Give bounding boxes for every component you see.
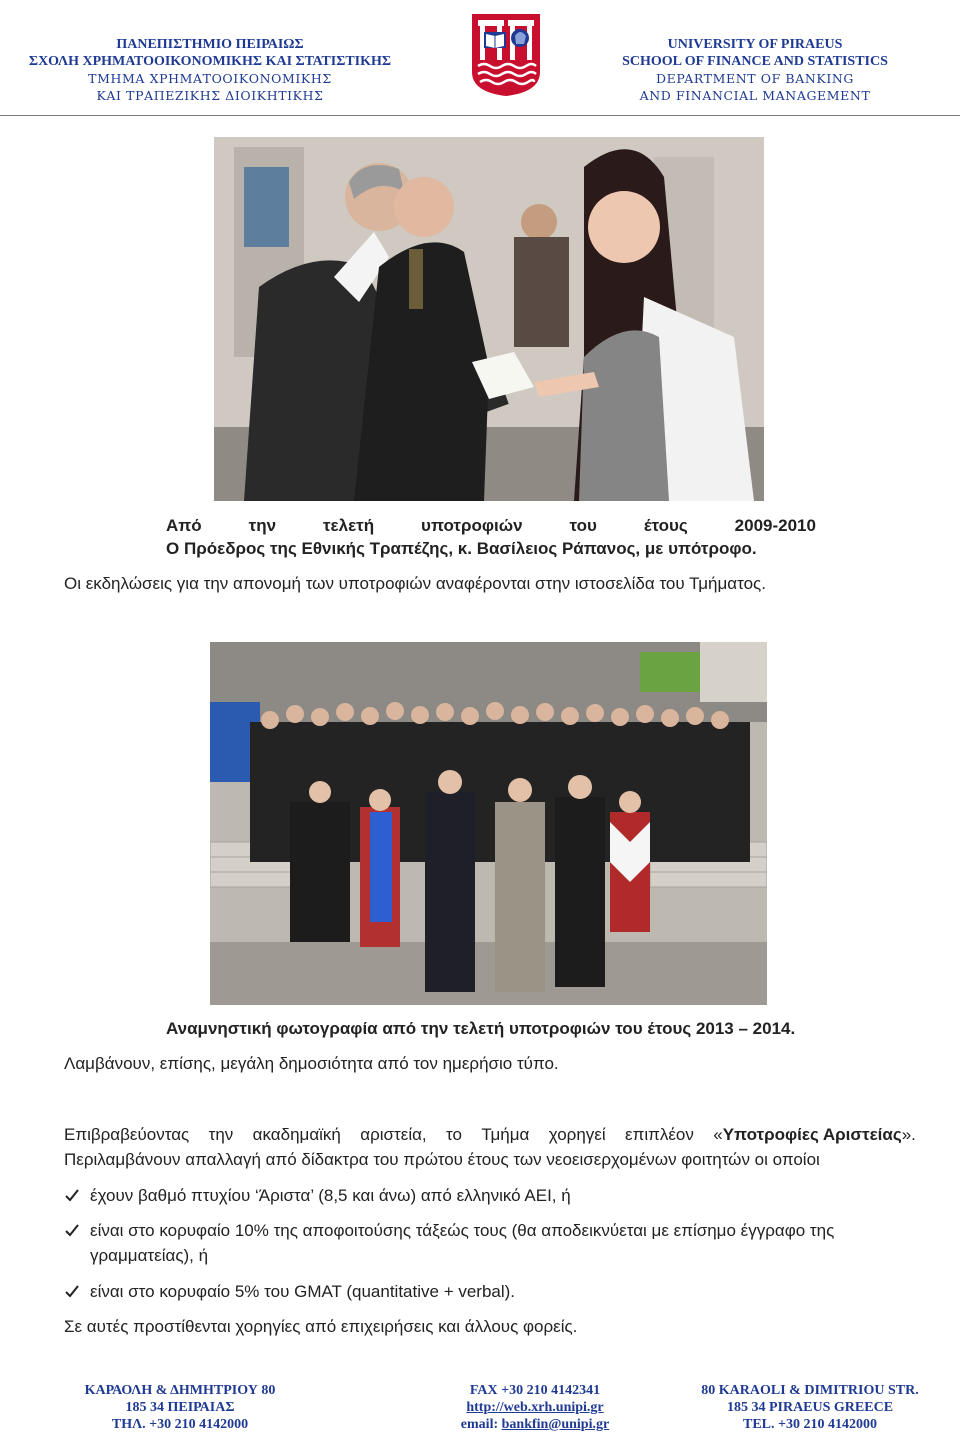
- department-name-en-1: DEPARTMENT OF BANKING: [656, 71, 854, 86]
- excellence-scholarships-label: Υποτροφίες Αριστείας: [722, 1125, 902, 1144]
- caption1-year: 2009-2010: [734, 516, 816, 535]
- caption1-word: του: [569, 516, 597, 535]
- department-name-en-2: AND FINANCIAL MANAGEMENT: [639, 88, 871, 103]
- school-name-en: SCHOOL OF FINANCE AND STATISTICS: [622, 54, 888, 69]
- para2-word: Τμήμα: [481, 1125, 530, 1144]
- header-left-block: [20, 36, 400, 104]
- bullet-top10-cont: γραμματείας), ή: [90, 1246, 209, 1265]
- footer-email-link[interactable]: bankfin@unipi.gr: [501, 1417, 610, 1432]
- department-name-gr-1: ΤΜΗΜΑ ΧΡΗΜΑΤΟΟΙΚΟΝΟΜΙΚΗΣ: [88, 71, 332, 86]
- checkmark-icon: [64, 1283, 80, 1299]
- footer-street-en: 80 KARAOLI & DIMITRIOU STR.: [701, 1383, 919, 1398]
- para2-line2: Περιλαμβάνουν απαλλαγή από δίδακτρα του πρώτου έτους των νεοεισερχομένων φοιτητών οι οποίοι: [64, 1150, 820, 1169]
- caption1-word: υποτροφιών: [421, 516, 523, 535]
- para2-word: το: [446, 1125, 462, 1144]
- caption1-word: Από: [166, 516, 202, 535]
- paragraph-sponsorships: Σε αυτές προστίθενται χορηγίες από επιχειρήσεις και άλλους φορείς.: [64, 1317, 578, 1336]
- footer-fax: FAX +30 210 4142341: [469, 1383, 601, 1398]
- footer-phone-en: TEL. +30 210 4142000: [743, 1417, 877, 1432]
- para2-line1: [64, 1124, 916, 1146]
- para2-word: ακαδημαϊκή: [252, 1125, 341, 1144]
- footer-email-line: email: bankfin@unipi.gr: [460, 1417, 610, 1432]
- para2-word: επιπλέον: [625, 1125, 694, 1144]
- footer-address-en: [690, 1382, 930, 1433]
- header-right-block: [600, 36, 910, 104]
- header-divider: [0, 115, 960, 116]
- caption1-line1: [166, 515, 816, 537]
- caption1-line2: Ο Πρόεδρος της Εθνικής Τραπέζης, κ. Βασίλειος Ράπανος, με υπότροφο.: [166, 539, 757, 558]
- bullet-gmat: είναι στο κορυφαίο 5% του GMAT (quantitative + verbal).: [90, 1282, 516, 1301]
- group-photo: [210, 642, 767, 1005]
- award-ceremony-photo: [214, 137, 764, 501]
- footer-city-gr: 185 34 ΠΕΙΡΑΙΑΣ: [125, 1400, 235, 1415]
- school-name-gr: ΣΧΟΛΗ ΧΡΗΜΑΤΟΟΙΚΟΝΟΜΙΚΗΣ ΚΑΙ ΣΤΑΤΙΣΤΙΚΗΣ: [28, 54, 392, 69]
- footer-phone-gr: ΤΗΛ. +30 210 4142000: [111, 1417, 249, 1432]
- caption2-line1: Αναμνηστική φωτογραφία από την τελετή υποτροφιών του έτους 2013 – 2014.: [166, 1019, 796, 1038]
- university-crest-icon: [470, 12, 542, 98]
- footer-address-gr: [60, 1382, 300, 1433]
- bullet-top10: είναι στο κορυφαίο 10% της αποφοιτούσης τάξεώς τους (θα αποδεικνύεται με επίσημο έγγραφο της: [90, 1221, 835, 1240]
- department-name-gr-2: ΚΑΙ ΤΡΑΠΕΖΙΚΗΣ ΔΙΟΙΚΗΤΙΚΗΣ: [96, 88, 324, 103]
- footer-contact: [420, 1382, 650, 1433]
- university-name-gr: ΠΑΝΕΠΙΣΤΗΜΙΟ ΠΕΙΡΑΙΩΣ: [116, 37, 304, 52]
- checkmark-icon: [64, 1187, 80, 1203]
- para2-word: αριστεία,: [360, 1125, 427, 1144]
- footer-website-link[interactable]: http://web.xrh.unipi.gr: [466, 1400, 604, 1415]
- caption1-word: έτους: [643, 516, 688, 535]
- para2-word: χορηγεί: [548, 1125, 606, 1144]
- caption1-word: τελετή: [322, 516, 375, 535]
- caption2-line2: Λαμβάνουν, επίσης, μεγάλη δημοσιότητα από τον ημερήσιο τύπο.: [64, 1054, 559, 1073]
- footer-street-gr: ΚΑΡΑΟΛΗ & ΔΗΜΗΤΡΙΟΥ 80: [84, 1383, 276, 1398]
- checkmark-icon: [64, 1222, 80, 1238]
- bullet-grade: έχουν βαθμό πτυχίου ‘Άριστα’ (8,5 και άνω) από ελληνικό ΑΕΙ, ή: [90, 1186, 571, 1205]
- para2-word: Επιβραβεύοντας: [64, 1125, 190, 1144]
- footer-city-en: 185 34 PIRAEUS GREECE: [726, 1400, 894, 1415]
- university-name-en: UNIVERSITY OF PIRAEUS: [667, 37, 843, 52]
- excellence-scholarships: «Υποτροφίες Αριστείας».: [713, 1125, 916, 1144]
- caption1-word: την: [248, 516, 277, 535]
- para2-word: την: [208, 1125, 234, 1144]
- paragraph-events: Οι εκδηλώσεις για την απονομή των υποτροφιών αναφέρονται στην ιστοσελίδα του Τμήματος.: [64, 574, 766, 593]
